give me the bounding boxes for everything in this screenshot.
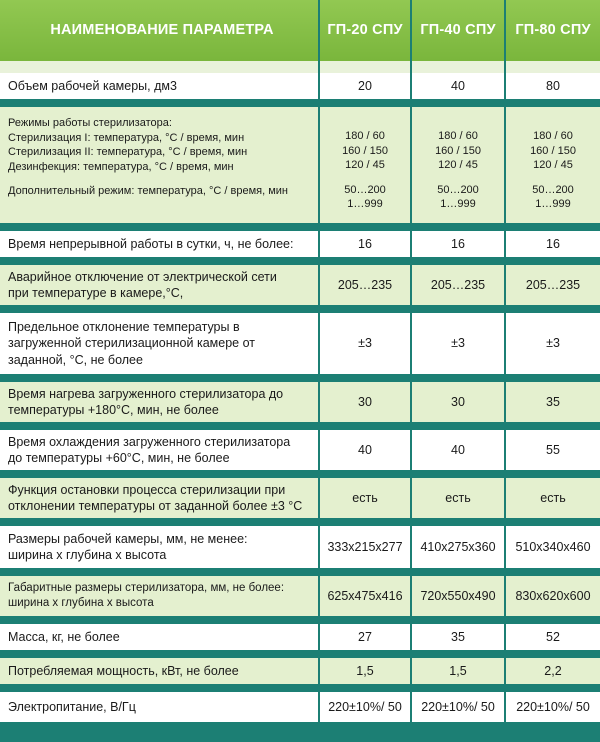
param-power-supply: Электропитание, В/Гц xyxy=(0,692,318,722)
param-cooling-time: Время охлаждения загруженного стерилизатора до температуры +60°С, мин, не более xyxy=(0,430,318,470)
spacer-cell xyxy=(0,61,318,73)
value-heating-time-gp40: 30 xyxy=(412,382,504,422)
value-power-gp80: 2,2 xyxy=(506,658,600,684)
value-chamber-dimensions-gp40: 410x275x360 xyxy=(412,526,504,568)
value-mass-gp20: 27 xyxy=(320,624,410,650)
value-chamber-dimensions-gp80: 510x340x460 xyxy=(506,526,600,568)
value-stop-function-gp40: есть xyxy=(412,478,504,518)
param-continuous-work: Время непрерывной работы в сутки, ч, не более: xyxy=(0,231,318,257)
value-modes-gp40: 180 / 60 160 / 150 120 / 45 50…200 1…999 xyxy=(412,107,504,223)
header-model-gp80: ГП-80 СПУ xyxy=(506,0,600,61)
value-temperature-deviation-gp80: ±3 xyxy=(506,313,600,374)
param-chamber-dimensions: Размеры рабочей камеры, мм, не менее: ширина х глубина х высота xyxy=(0,526,318,568)
param-power: Потребляемая мощность, кВт, не более xyxy=(0,658,318,684)
param-overall-dimensions: Габаритные размеры стерилизатора, мм, не более: ширина х глубина х высота xyxy=(0,576,318,616)
value-chamber-dimensions-gp20: 333x215x277 xyxy=(320,526,410,568)
header-param: НАИМЕНОВАНИЕ ПАРАМЕТРА xyxy=(0,0,318,61)
value-volume-gp40: 40 xyxy=(412,73,504,99)
value-modes-gp20: 180 / 60 160 / 150 120 / 45 50…200 1…999 xyxy=(320,107,410,223)
value-volume-gp20: 20 xyxy=(320,73,410,99)
value-temperature-deviation-gp40: ±3 xyxy=(412,313,504,374)
param-emergency-cutoff: Аварийное отключение от электрической сети при температуре в камере,°С, xyxy=(0,265,318,305)
spacer-cell xyxy=(412,61,504,73)
value-cooling-time-gp20: 40 xyxy=(320,430,410,470)
value-modes-gp80: 180 / 60 160 / 150 120 / 45 50…200 1…999 xyxy=(506,107,600,223)
value-mass-gp80: 52 xyxy=(506,624,600,650)
param-stop-function: Функция остановки процесса стерилизации при отклонении температуры от заданной более ±3 °С xyxy=(0,478,318,518)
value-emergency-cutoff-gp20: 205…235 xyxy=(320,265,410,305)
value-heating-time-gp80: 35 xyxy=(506,382,600,422)
value-power-gp20: 1,5 xyxy=(320,658,410,684)
param-volume: Объем рабочей камеры, дм3 xyxy=(0,73,318,99)
header-model-gp20: ГП-20 СПУ xyxy=(320,0,410,61)
value-power-supply-gp80: 220±10%/ 50 xyxy=(506,692,600,722)
value-temperature-deviation-gp20: ±3 xyxy=(320,313,410,374)
value-overall-dimensions-gp20: 625x475x416 xyxy=(320,576,410,616)
param-heating-time: Время нагрева загруженного стерилизатора до температуры +180°С, мин, не более xyxy=(0,382,318,422)
value-continuous-work-gp40: 16 xyxy=(412,231,504,257)
value-overall-dimensions-gp80: 830x620x600 xyxy=(506,576,600,616)
header-model-gp40: ГП-40 СПУ xyxy=(412,0,504,61)
param-temperature-deviation: Предельное отклонение температуры в загруженной стерилизационной камере от заданной, °С, не более xyxy=(0,313,318,374)
value-stop-function-gp80: есть xyxy=(506,478,600,518)
value-cooling-time-gp80: 55 xyxy=(506,430,600,470)
param-modes: Режимы работы стерилизатора: Стерилизация I: температура, °С / время, мин Стерилизация II: температура, °С / время, мин Дезинфекция: температура, °С / время, мин Дополнительный режим: температура, °С / время, мин xyxy=(0,107,318,223)
value-mass-gp40: 35 xyxy=(412,624,504,650)
value-continuous-work-gp80: 16 xyxy=(506,231,600,257)
value-heating-time-gp20: 30 xyxy=(320,382,410,422)
spacer-cell xyxy=(320,61,410,73)
value-continuous-work-gp20: 16 xyxy=(320,231,410,257)
value-volume-gp80: 80 xyxy=(506,73,600,99)
value-overall-dimensions-gp40: 720x550x490 xyxy=(412,576,504,616)
param-mass: Масса, кг, не более xyxy=(0,624,318,650)
value-emergency-cutoff-gp40: 205…235 xyxy=(412,265,504,305)
spacer-cell xyxy=(506,61,600,73)
value-emergency-cutoff-gp80: 205…235 xyxy=(506,265,600,305)
value-power-supply-gp20: 220±10%/ 50 xyxy=(320,692,410,722)
value-power-gp40: 1,5 xyxy=(412,658,504,684)
value-stop-function-gp20: есть xyxy=(320,478,410,518)
value-cooling-time-gp40: 40 xyxy=(412,430,504,470)
value-power-supply-gp40: 220±10%/ 50 xyxy=(412,692,504,722)
